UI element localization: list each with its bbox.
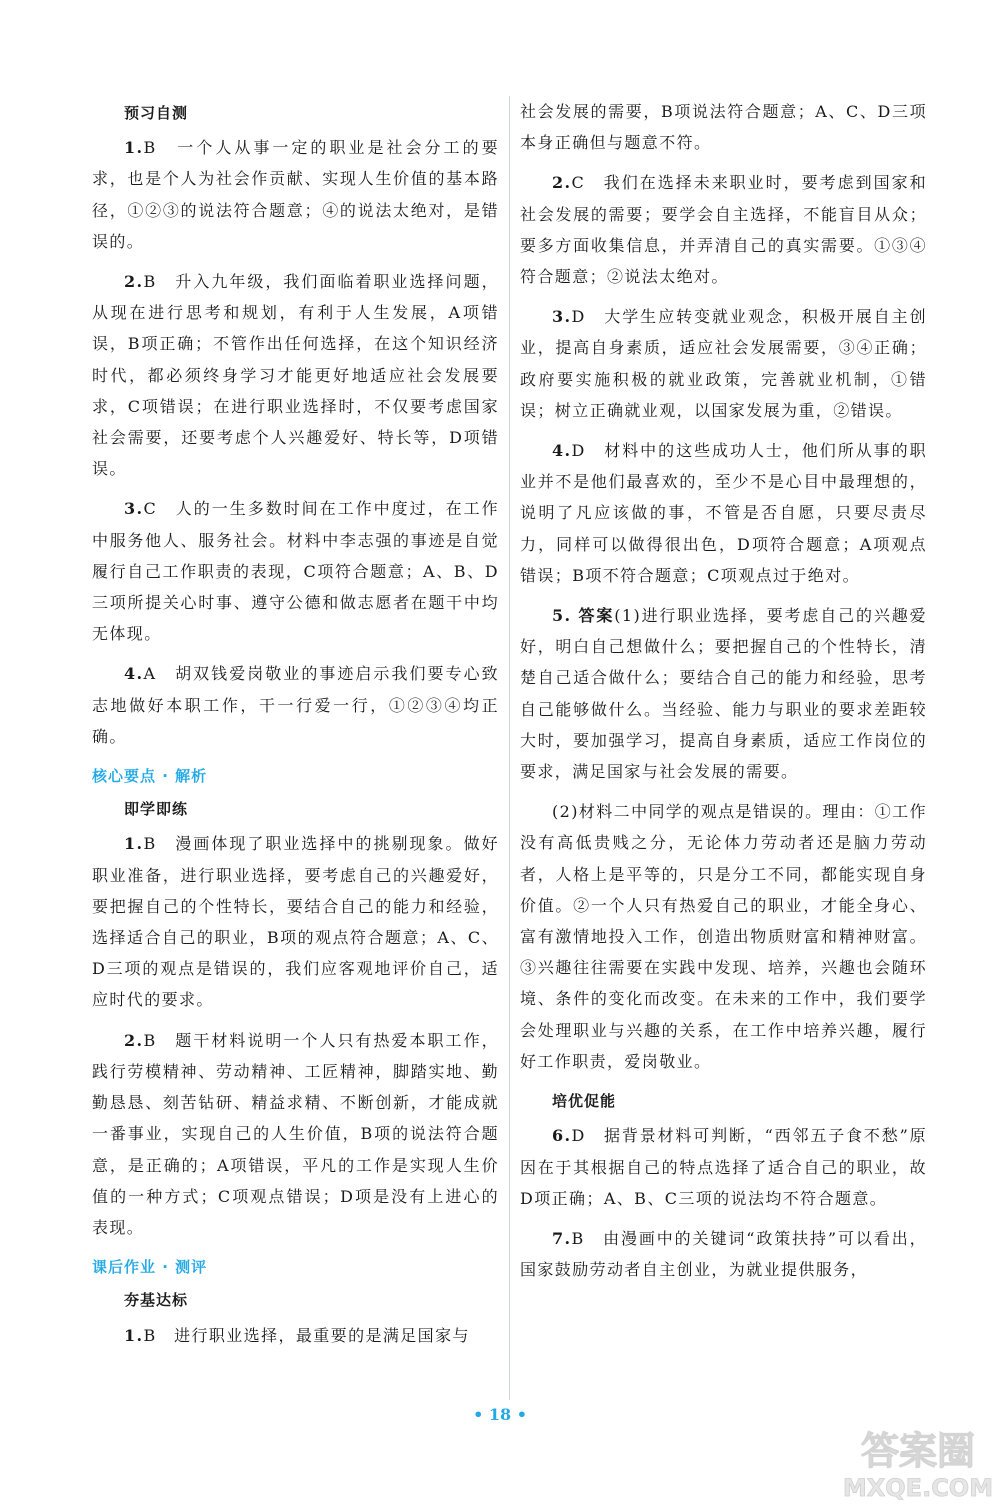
answer-item: 1.B 漫画体现了职业选择中的挑剔现象。做好职业准备，进行职业选择，要考虑自己的兴趣爱好，要把握自己的个性特长，要结合自己的能力和经验，选择适合自己的职业，B项的观点符合题意；A、C、D三项的观点是错误的，我们应客观地评价自己，适应时代的要求。 xyxy=(92,834,499,1010)
answer-item-part: (2)材料二中同学的观点是错误的。理由：①工作没有高低贵贱之分，无论体力劳动者还是脑力劳动者，人格上是平等的，只是分工不同，都能实现自身价值。②一个人只有热爱自己的职业，才能全身心、富有激情地投入工作，创造出物质财富和精神财富。③兴趣往往需要在实践中发现、培养，兴趣也会随环境、条件的变化而改变。在未来的工作中，我们要学会处理职业与兴趣的关系，在工作中培养兴趣，履行好工作职责，爱岗敬业。 xyxy=(520,802,927,1071)
answer-item: 5. 答案(1)进行职业选择，要考虑自己的兴趣爱好，明白自己想做什么；要把握自己的个性特长，清楚自己适合做什么；要结合自己的能力和经验，思考自己能够做什么。当经验、能力与职业的要求差距较大时，要加强学习，提高自身素质，适应工作岗位的要求，满足国家与社会发展的需要。 xyxy=(520,606,927,782)
answer-item: 1.B 进行职业选择，最重要的是满足国家与 xyxy=(124,1325,470,1345)
watermark-logo-icon xyxy=(836,1418,1000,1504)
answer-item: 1.B 一个人从事一定的职业是社会分工的要求，也是个人为社会作贡献、实现人生价值的基本路径，①②③的说法符合题意；④的说法太绝对，是错误的。 xyxy=(92,138,499,251)
column-divider xyxy=(509,96,510,1400)
answer-item: 2.C 我们在选择未来职业时，要考虑到国家和社会发展的需要；要学会自主选择，不能盲目从众；要多方面收集信息，并弄清自己的真实需要。①③④符合题意；②说法太绝对。 xyxy=(520,173,927,287)
sub-heading-basic: 夯基达标 xyxy=(124,1291,189,1310)
answer-item: 6.D 据背景材料可判断，“西邻五子食不愁”原因在于其根据自己的特点选择了适合自己的职业，故D项正确；A、B、C三项的说法均不符合题意。 xyxy=(520,1126,927,1208)
answer-item: 2.B 升入九年级，我们面临着职业选择问题，从现在进行思考和规划，有利于人生发展，A项错误，B项正确；不管作出任何选择，在这个知识经济时代，都必须终身学习才能更好地适应社会发展要求，C项错误；在进行职业选择时，不仅要考虑国家社会需要，还要考虑个人兴趣爱好、特长等，D项错误。 xyxy=(92,272,499,479)
watermark-url: MXQE.COM xyxy=(842,1474,994,1502)
sub-heading-practice: 即学即练 xyxy=(124,800,189,819)
answer-item: 2.B 题干材料说明一个人只有热爱本职工作，践行劳模精神、劳动精神、工匠精神，脚踏实地、勤勤恳恳、刻苦钻研、精益求精、不断创新，才能成就一番事业，实现自己的人生价值，B项的说法符合题意，是正确的；A项错误，平凡的工作是实现人生价值的一种方式；C项观点错误；D项是没有上进心的表现。 xyxy=(92,1030,499,1237)
answer-item: 3.C 人的一生多数时间在工作中度过，在工作中服务他人、服务社会。材料中李志强的事迹是自觉履行自己工作职责的表现，C项符合题意；A、B、D三项所提关心时事、遵守公德和做志愿者在题干中均无体现。 xyxy=(92,499,499,644)
watermark-logo xyxy=(836,1418,1000,1504)
right-column xyxy=(520,96,927,1294)
left-column xyxy=(92,96,499,1360)
watermark-title: 答案圈 xyxy=(860,1429,976,1473)
answer-label: 答案 xyxy=(578,606,615,626)
answer-item: 4.A 胡双钱爱岗敬业的事迹启示我们要专心致志地做好本职工作，干一行爱一行，①②③④均正确。 xyxy=(92,664,499,746)
sub-heading-advanced: 培优促能 xyxy=(552,1092,617,1111)
section-heading-homework: 课后作业 · 测评 xyxy=(92,1258,208,1277)
answer-item: 3.D 大学生应转变就业观念，积极开展自主创业，提高自身素质，适应社会发展需要，③④正确；政府要实施积极的就业政策，完善就业机制，①错误；树立正确就业观，以国家发展为重，②错误。 xyxy=(520,307,927,420)
answer-item: 4.D 材料中的这些成功人士，他们所从事的职业并不是他们最喜欢的，至少不是心目中最理想的，说明了凡应该做的事，不管是否自愿，只要尽责尽力，同样可以做得很出色，D项符合题意；A项观点错误；B项不符合题意；C项观点过于绝对。 xyxy=(520,441,927,585)
section-heading-core: 核心要点 · 解析 xyxy=(92,767,208,786)
page-number: • 18 • xyxy=(473,1405,527,1424)
answer-item: 7.B 由漫画中的关键词“政策扶持”可以看出，国家鼓励劳动者自主创业，为就业提供服务， xyxy=(520,1228,927,1280)
answer-item-continued: 社会发展的需要，B项说法符合题意；A、C、D三项本身正确但与题意不符。 xyxy=(520,102,927,153)
sub-heading-preview: 预习自测 xyxy=(124,104,189,122)
